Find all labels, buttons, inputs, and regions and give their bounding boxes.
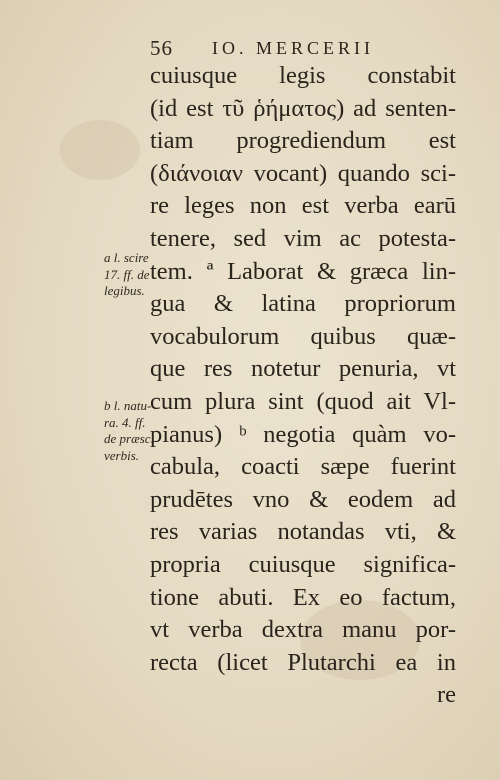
margin-note-line: legibus. [104,283,145,298]
text-line: cum plura sint (quod ait Vl- [150,387,456,415]
text-line: re [436,681,456,709]
text-line: (διάνοιαν vocant) quando sci- [150,159,456,187]
text-line: cabula, coacti sæpe fuerint [150,453,456,481]
text-line: pianus) ᵇ negotia quàm vo- [150,420,456,448]
text-line: prudētes vno & eodem ad [150,485,456,513]
paper-stain [60,120,140,180]
page-number: 56 [150,36,173,60]
text-line: que res notetur penuria, vt [150,355,456,383]
text-line: propria cuiusque significa- [150,550,456,578]
text-line: tem. ª Laborat & græca lin- [150,257,456,285]
text-line: gua & latina propriorum [150,290,456,318]
margin-note-line: ra. 4. ff. [104,414,146,430]
text-line: re leges non est verba earū [150,192,456,220]
running-head: IO. MERCERII [212,38,374,58]
margin-note-line: b l. natu- [104,398,152,413]
margin-note-line: 17. ff. de [104,266,150,282]
page-header [150,36,450,62]
text-line: vt verba dextra manu por- [150,616,456,644]
body-text [150,60,456,712]
text-line: tiam progrediendum est [150,127,456,155]
margin-note-line: a l. scire [104,250,149,265]
margin-note-a [104,250,152,300]
text-line: vocabulorum quibus quæ- [150,322,456,350]
text-line: recta (licet Plutarchi ea in [150,648,456,676]
text-line: tione abuti. Ex eo factum, [150,583,456,611]
margin-note-line: verbis. [104,447,140,463]
text-line: tenere, sed vim ac potesta- [150,224,456,252]
text-line: res varias notandas vti, & [150,518,456,546]
margin-note-b [104,398,152,464]
text-line: cuiusque legis constabit [150,62,456,89]
text-line: (id est τῦ ῥήματος) ad senten- [150,94,456,122]
margin-note-line: de præsc. [104,431,154,446]
